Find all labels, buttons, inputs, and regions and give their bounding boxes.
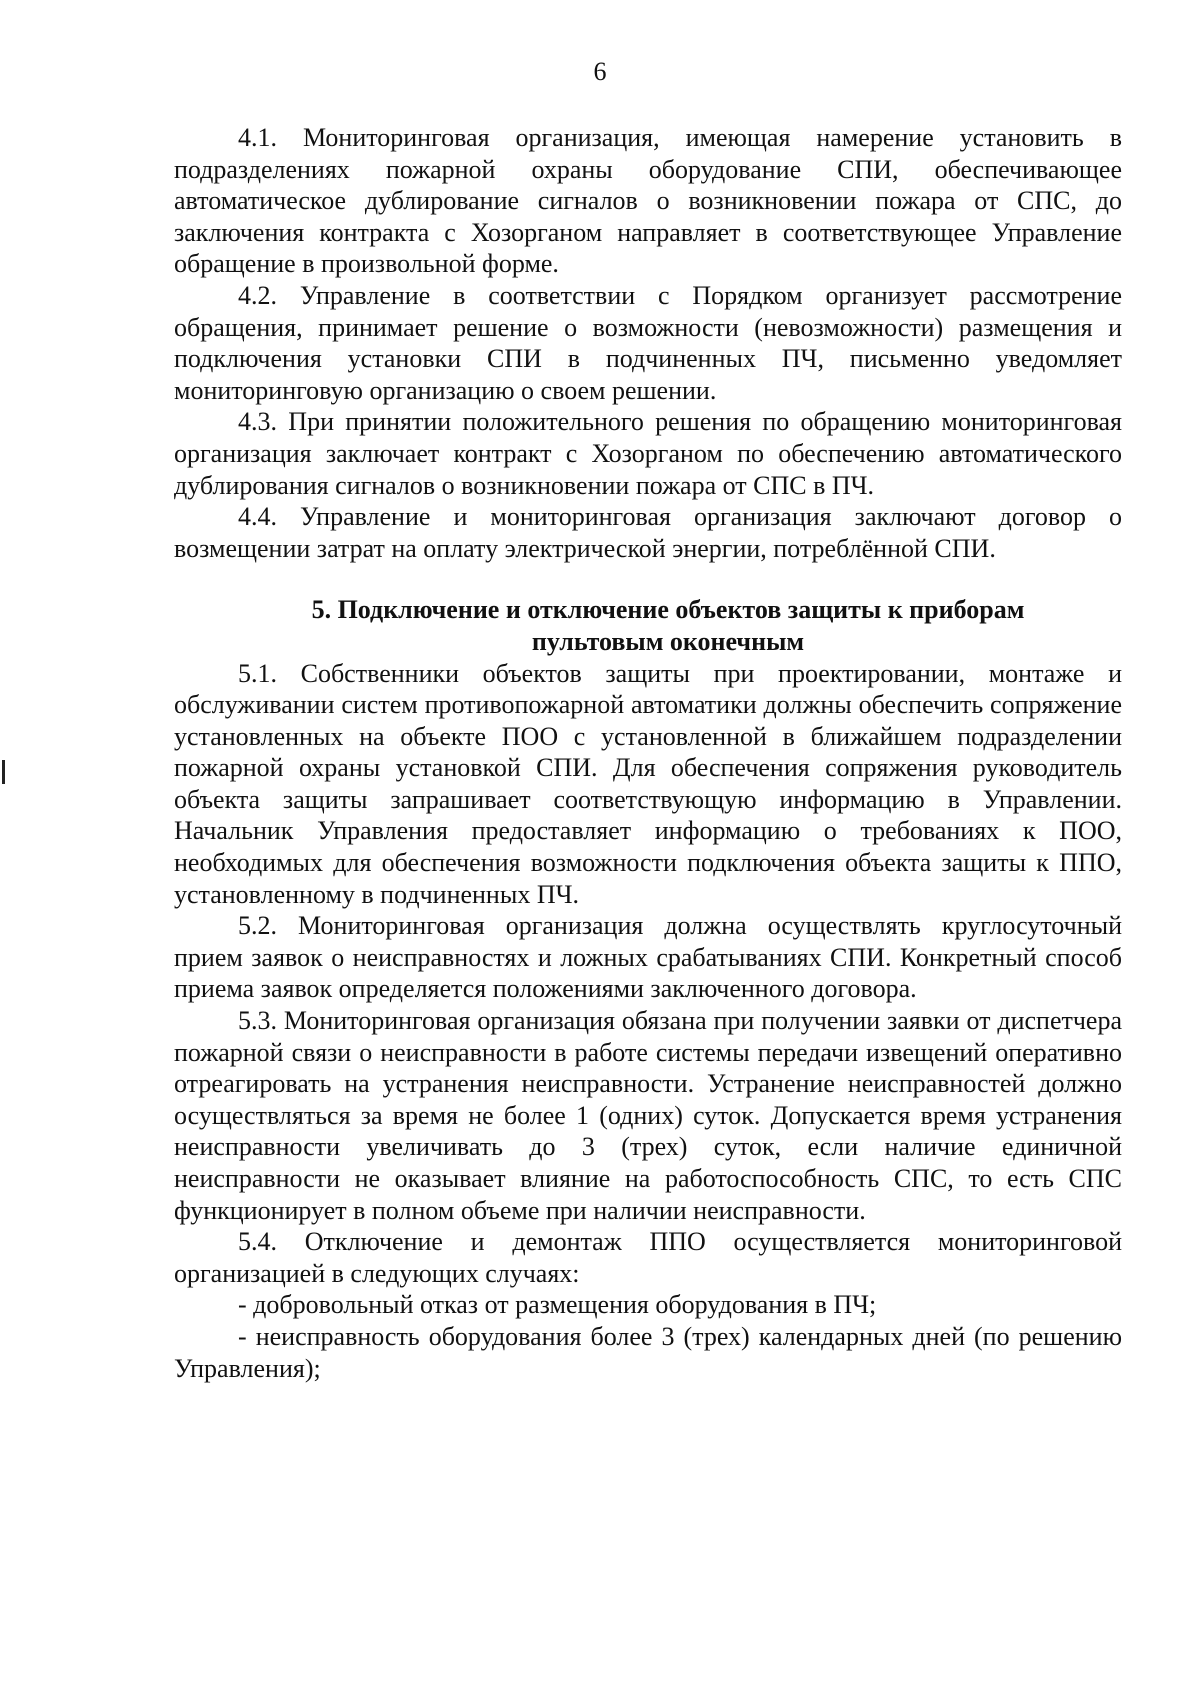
document-body — [174, 122, 1122, 1384]
paragraph-4-2: 4.2. Управление в соответствии с Порядком организует рассмотрение обращения, принимает решение о возможности (невозможности) размещения и подключения установки СПИ в подчиненных ПЧ, письменно уведомляет мониторинговую организацию о своем решении. — [174, 280, 1122, 405]
paragraph-4-4: 4.4. Управление и мониторинговая организация заключают договор о возмещении затрат на оплату электрической энергии, потреблённой СПИ. — [174, 502, 1122, 563]
paragraph-4-3: 4.3. При принятии положительного решения по обращению мониторинговая организация заключает контракт с Хозорганом по обеспечению автоматического дублирования сигналов о возникновении пожара от СПС в ПЧ. — [174, 407, 1122, 500]
section-5-heading: 5. Подключение и отключение объектов защиты к приборам пультовым оконечным — [311, 595, 1025, 656]
list-item: - добровольный отказ от размещения оборудования в ПЧ; — [238, 1290, 877, 1320]
paragraph-5-2: 5.2. Мониторинговая организация должна осуществлять круглосуточный прием заявок о неисправностях и ложных срабатываниях СПИ. Конкретный способ приема заявок определяется положениями заключенного договора. — [174, 911, 1122, 1004]
paragraph-5-1: 5.1. Собственники объектов защиты при проектировании, монтаже и обслуживании систем противопожарной автоматики должны обеспечить сопряжение установленных на объекте ПОО с установленной в ближайшем подразделении пожарной охраны установкой СПИ. Для обеспечения сопряжения руководитель объекта защиты запрашивает соответствующую информацию в Управлении. Начальник Управления предоставляет информацию о требованиях к ПОО, необходимых для обеспечения возможности подключения объекта защиты к ППО, установленному в подчиненных ПЧ. — [174, 658, 1122, 909]
paragraph-5-3: 5.3. Мониторинговая организация обязана при получении заявки от диспетчера пожарной связи о неисправности в работе системы передачи извещений оперативно отреагировать на устранения неисправности. Устранение неисправностей должно осуществляться за время не более 1 (одних) суток. Допускается время устранения неисправности увеличивать до 3 (трех) суток, если наличие единичной неисправности не оказывает влияние на работоспособность СПС, то есть СПС функционирует в полном объеме при наличии неисправности. — [174, 1006, 1122, 1225]
paragraph-5-4: 5.4. Отключение и демонтаж ППО осуществляется мониторинговой организацией в следующих случаях: — [174, 1227, 1122, 1288]
list-item: - неисправность оборудования более 3 (трех) календарных дней (по решению Управления); — [174, 1321, 1122, 1383]
scan-margin-mark — [2, 760, 5, 784]
page-number: 6 — [593, 57, 607, 86]
paragraph-4-1: 4.1. Мониторинговая организация, имеющая намерение установить в подразделениях пожарной охраны оборудование СПИ, обеспечивающее автоматическое дублирование сигналов о возникновении пожара от СПС, до заключения контракта с Хозорганом направляет в соответствующее Управление обращение в произвольной форме. — [174, 123, 1122, 279]
